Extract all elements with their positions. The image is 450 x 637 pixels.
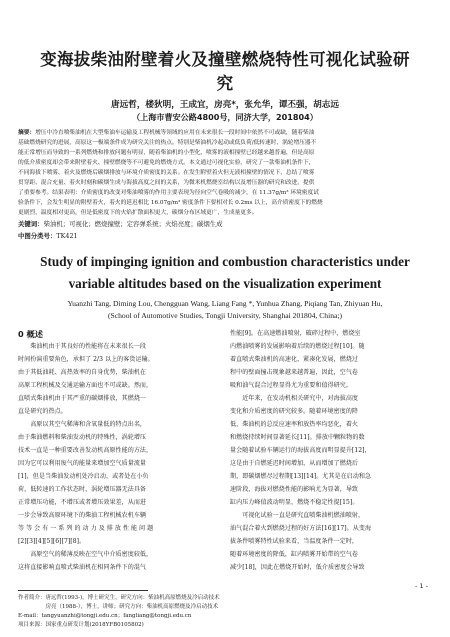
footnote-line: 项目来源：国家重点研发计划(2018YFB0105802) (18, 622, 144, 628)
english-title-line: Study of impinging ignition and combustion characteristics under (40, 254, 410, 269)
footnote-line: 房亮（1988-），博士，讲师；研究方向：柴油机高原燃烧及冷启动技术 (18, 604, 219, 610)
abstract-line: 不同海拔下喷雾、着火及燃烧后碳烟排放与环境介质密度的关系。在发生附壁着火但无液相撞壁的情况下，总结了喷雾 (18, 170, 315, 176)
body-line: 量会随着试验车辆运行的海拔高度而明显提升[12]， (230, 447, 371, 454)
body-line: 缸内压力峰值波动明显，燃烧不稳定性提[15]。 (230, 499, 359, 506)
body-line: 正常增压功能，不增压或者增压效果差，从而进 (18, 499, 147, 506)
classification-label: 中图分类号： (18, 232, 57, 240)
body-line: 速阶段，海拔对燃烧性能的影响尤为显著，导致 (230, 486, 359, 493)
body-line: 期，即碳烟燃尽过程期[13][14]。尤其是在启动和急 (230, 473, 372, 480)
body-line: 内燃油喷雾的发展影响着后续的燃烧过程[10]。随 (230, 343, 365, 350)
body-line: 因为它可以利用废气的能量来增加空气质量流量 (18, 460, 147, 467)
english-title-line: variable altitudes based on the visualization experiment (68, 276, 382, 291)
chinese-title: 变海拔柴油附壁着火及撞壁燃烧特性可视化试验研究 (40, 50, 410, 93)
body-line: 直是研究的热点。 (18, 408, 67, 415)
body-line: 时间扮演重要角色，承担了 2/3 以上的客货运输。 (18, 356, 154, 363)
abstract-line: 更剧烈，温度相对更高，但是低密度下的火焰扩散面积更大，碳烟分布区域更广，生成量更多。 (18, 210, 258, 216)
abstract-line: 能正常增压而导致的一系列燃烧和排放问题有明显，随着柴油机的小型化，喷雾的液相撞壁已经越来越普遍，但是高原 (18, 150, 315, 156)
body-line: 变化和介质密度的研究较多。随着环境密度的降 (230, 408, 359, 415)
section-heading: 0 概述 (18, 329, 43, 339)
chinese-affiliation: （上海市曹安公路4800号，同济大学，201804） (132, 112, 318, 122)
body-line: 柴油机由于其良好的性能将在未来很长一段 (18, 343, 147, 350)
body-line: 高原空气的稀薄反映在空气中介质密度较低， (18, 551, 153, 558)
body-line: [2][3][4][5][6][7][8]。 (18, 538, 86, 545)
keywords-label: 关键词： (18, 220, 44, 228)
body-line: 高原工程机械及交通运输方面也不可或缺。然而， (18, 382, 153, 389)
body-line: 技术一直是一种重要改善发动机高原性能的方法， (18, 447, 153, 454)
body-line: 直喷式柴油机由于其严重的碳烟排放，其燃烧一 (18, 395, 147, 402)
classification-line (18, 231, 432, 242)
abstract-line: 贯穿距、混合充量、着火时刻和碳烟生成与海拔高度之间的关系，为微米机燃烧室结构以及增压器的研究和改进，提供 (18, 180, 315, 186)
body-line: 荷，低转速的工作状态时，涡轮增压器无法具备 (18, 486, 147, 493)
body-line: 这将直接影响直喷式柴油机在相同条件下的混气 (18, 564, 147, 571)
body-line: 等 等 会 有 一 系 列 的 动 力 及 排 放 性 能 问 题 (18, 525, 154, 532)
footnote-divider (18, 590, 148, 591)
body-line: [1]，但是当柴油发动机处冷启动，或者处在小负 (18, 473, 149, 480)
body-line: 减少[18]，因此在燃烧开始时，低介质密度会导致 (230, 564, 365, 571)
abstract-line: 摘要：增压中冷直喷柴油机在大型柴油车运输及工程机械等领域的应用在未来很长一段时间中依然不可或缺，随着柴油 (18, 130, 315, 136)
body-line: 由于柴油燃料和柴油发动机的特殊性，涡轮增压 (18, 434, 147, 441)
abstract-label: 摘要： (18, 130, 36, 136)
footnote-line: 作者简介：唐远哲(1993-)，博士研究生，研究方向：柴油机高原燃烧及冷启动技术 (18, 595, 220, 601)
body-line: 由于其低油耗、高热效率的自身优势，柴油机在 (18, 369, 147, 376)
abstract-line: 验条件下，会发生明显的附壁着火，着火的延迟相比 16.07g/m³ 密度条件下要相对长 0.2ms 以上，高介质密度下的燃烧 (18, 200, 323, 206)
body-line: 低，柴油机的总反应速率和放热率均恶化，着火 (230, 421, 359, 428)
abstract-line: 基础燃烧研究的进展，高原这一极端条件成为研究关注的热点。特别是柴油机冷起动或低负荷/低转速时，涡轮增压器不 (18, 140, 317, 146)
body-line: 一步会导致高原环境下的柴油工程机械农机车辆 (18, 512, 147, 519)
keywords-line (18, 219, 432, 230)
body-line: 高原以其空气稀薄和含氧量低的特点出名， (18, 421, 147, 428)
body-line: 程中的壁面撞击现象越来越普遍，因此，空气卷 (230, 369, 359, 376)
keywords-text: 柴油机；可视化；燃烧撞壁；定容弹系统；火焰亮度；碳烟生成 (43, 220, 223, 228)
abstract-line: 的低介质密度却会带来附壁着火、撞壁燃烧等不可避免的燃烧方式。本文通过可视化实验，研究了一款柴油机条件下， (18, 160, 315, 166)
english-authors: Yuanzhi Tang, Diming Lou, Chengguan Wang, Liang Fang *, Yunhua Zhang, Piqiang Tan, Zhiyuan Hu, (67, 299, 383, 308)
footnote-line: E-mail：tangyuanzhi@tongji.edu.cn；fangliang@tongji.edu.cn (18, 613, 192, 619)
body-line: 和燃烧持续时间显著延长[11]。排放中颗粒物的数 (230, 434, 365, 441)
page-number: - 1 - (415, 582, 428, 590)
body-line: 可视化试验一直是研究直喷柴油机燃油喷射， (230, 512, 365, 519)
chinese-authors: 唐远哲，楼狄明，王成宜，房亮*，张允华，谭丕强，胡志远 (111, 100, 339, 110)
body-line: 拔条件喷雾特性试验来看，当温度条件一定时， (230, 538, 359, 545)
body-line: 这是由于自燃延迟时间增加，从而增加了燃烧后 (230, 460, 359, 467)
abstract-line: 了重要参考。结果表明：介质密度的改变对柴油喷雾的作用主要表现为径向空气卷吸的减少，在 11.37g/m³ 环境密度试 (18, 190, 319, 196)
body-line: 油气混合着火到燃烧过程的好方法[16][17]。从变海 (230, 525, 372, 532)
body-line: 近年来，在发动机相关研究中，对海拔高度 (230, 395, 359, 402)
body-line: 性能[9]。在高速燃油喷射，破碎过程中，燃烧室 (230, 330, 361, 337)
body-line: 随着环境密度的降低，缸内喷雾开始带的空气卷 (230, 551, 359, 558)
body-line: 吸和油气混合过程显得尤为重要和值得研究。 (230, 382, 352, 389)
english-affiliation: (School of Automotive Studies, Tongji University, Shanghai 201804, China;) (107, 311, 343, 320)
classification-text: TK421 (56, 232, 78, 240)
body-line: 着直喷式柴油机的高速化、紧凑化发展，燃烧过 (230, 356, 359, 363)
